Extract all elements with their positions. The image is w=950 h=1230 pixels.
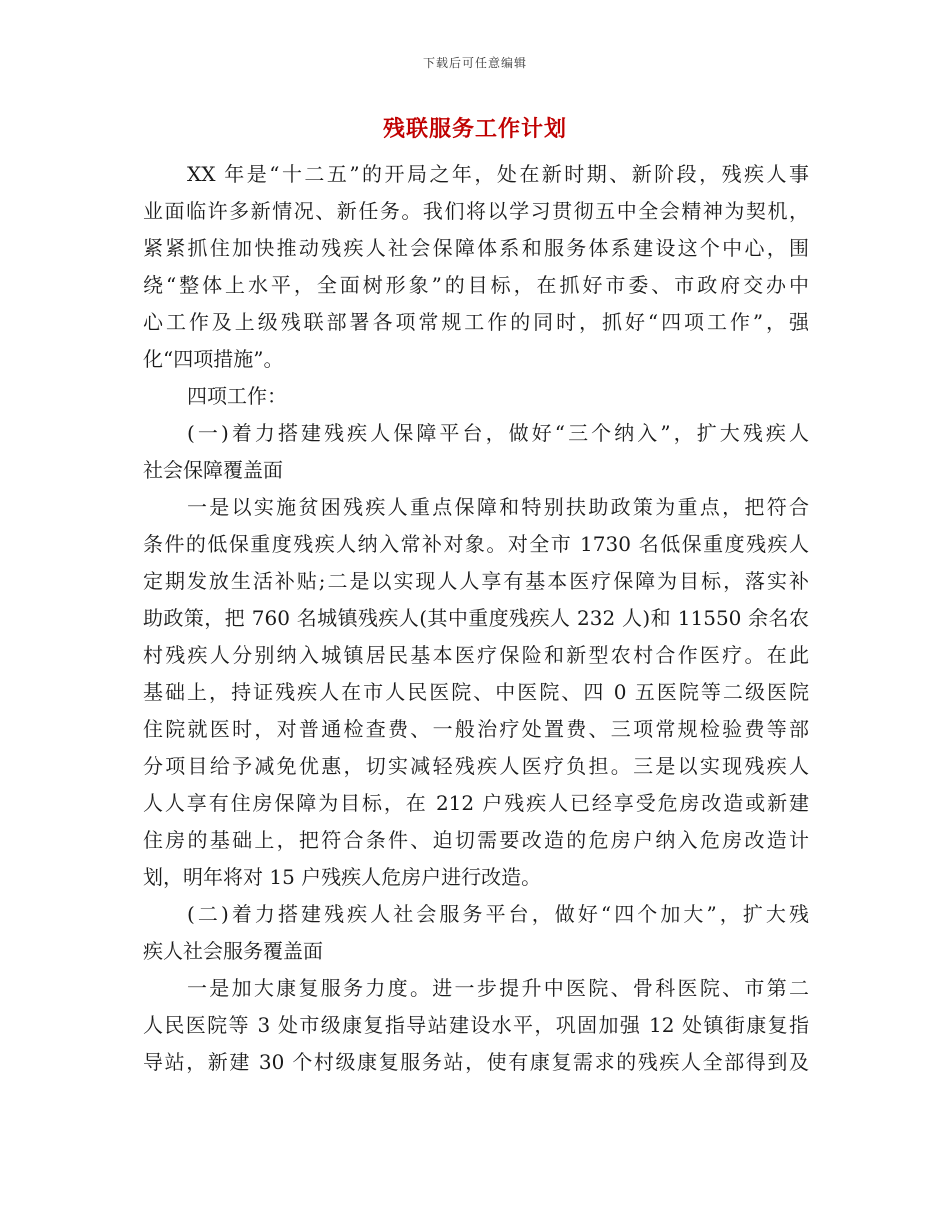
text-line: 村残疾人分别纳入城镇居民基本医疗保险和新型农村合作医疗。在此: [143, 643, 809, 667]
text-line: XX 年是“十二五”的开局之年，处在新时期、新阶段，残疾人事: [187, 162, 809, 186]
text-line: (一)着力搭建残疾人保障平台，做好“三个纳入”，扩大残疾人: [187, 421, 809, 445]
text-line: (二)着力搭建残疾人社会服务平台，做好“四个加大”，扩大残: [187, 902, 809, 926]
text-line: 人民医院等 3 处市级康复指导站建设水平，巩固加强 12 处镇街康复指: [143, 1013, 809, 1037]
text-line: 一是以实施贫困残疾人重点保障和特别扶助政策为重点，把符合: [187, 495, 809, 519]
text-line: 条件的低保重度残疾人纳入常补对象。对全市 1730 名低保重度残疾人: [143, 532, 809, 556]
text-line: 分项目给予减免优惠，切实减轻残疾人医疗负担。三是以实现残疾人: [143, 754, 809, 778]
text-line: 一是加大康复服务力度。进一步提升中医院、骨科医院、市第二: [187, 976, 809, 1000]
text-line: 基础上，持证残疾人在市人民医院、中医院、四 0 五医院等二级医院: [143, 680, 809, 704]
text-line: 紧紧抓住加快推动残疾人社会保障体系和服务体系建设这个中心，围: [143, 236, 809, 260]
text-line: 社会保障覆盖面: [143, 458, 283, 482]
text-line: 住院就医时，对普通检查费、一般治疗处置费、三项常规检验费等部: [143, 717, 809, 741]
text-line: 四项工作：: [187, 384, 287, 408]
text-line: 人人享有住房保障为目标，在 212 户残疾人已经享受危房改造或新建: [143, 791, 809, 815]
text-line: 绕“整体上水平，全面树形象”的目标，在抓好市委、市政府交办中: [143, 273, 809, 297]
text-line: 住房的基础上，把符合条件、迫切需要改造的危房户纳入危房改造计: [143, 828, 809, 852]
header-note: 下载后可任意编辑: [422, 56, 527, 70]
text-line: 业面临许多新情况、新任务。我们将以学习贯彻五中全会精神为契机，: [143, 199, 809, 223]
text-line: 划，明年将对 15 户残疾人危房户进行改造。: [143, 865, 542, 889]
text-line: 导站，新建 30 个村级康复服务站，使有康复需求的残疾人全部得到及: [143, 1050, 809, 1074]
document-body: [143, 156, 809, 1081]
text-line: 定期发放生活补贴;二是以实现人人享有基本医疗保障为目标，落实补: [143, 569, 809, 593]
text-line: 心工作及上级残联部署各项常规工作的同时，抓好“四项工作”，强: [143, 310, 809, 334]
text-line: 化“四项措施”。: [143, 347, 284, 371]
text-line: 助政策，把 760 名城镇残疾人(其中重度残疾人 232 人)和 11550 余名农: [143, 606, 809, 630]
document-title: 残联服务工作计划: [382, 116, 567, 142]
text-line: 疾人社会服务覆盖面: [143, 939, 323, 963]
